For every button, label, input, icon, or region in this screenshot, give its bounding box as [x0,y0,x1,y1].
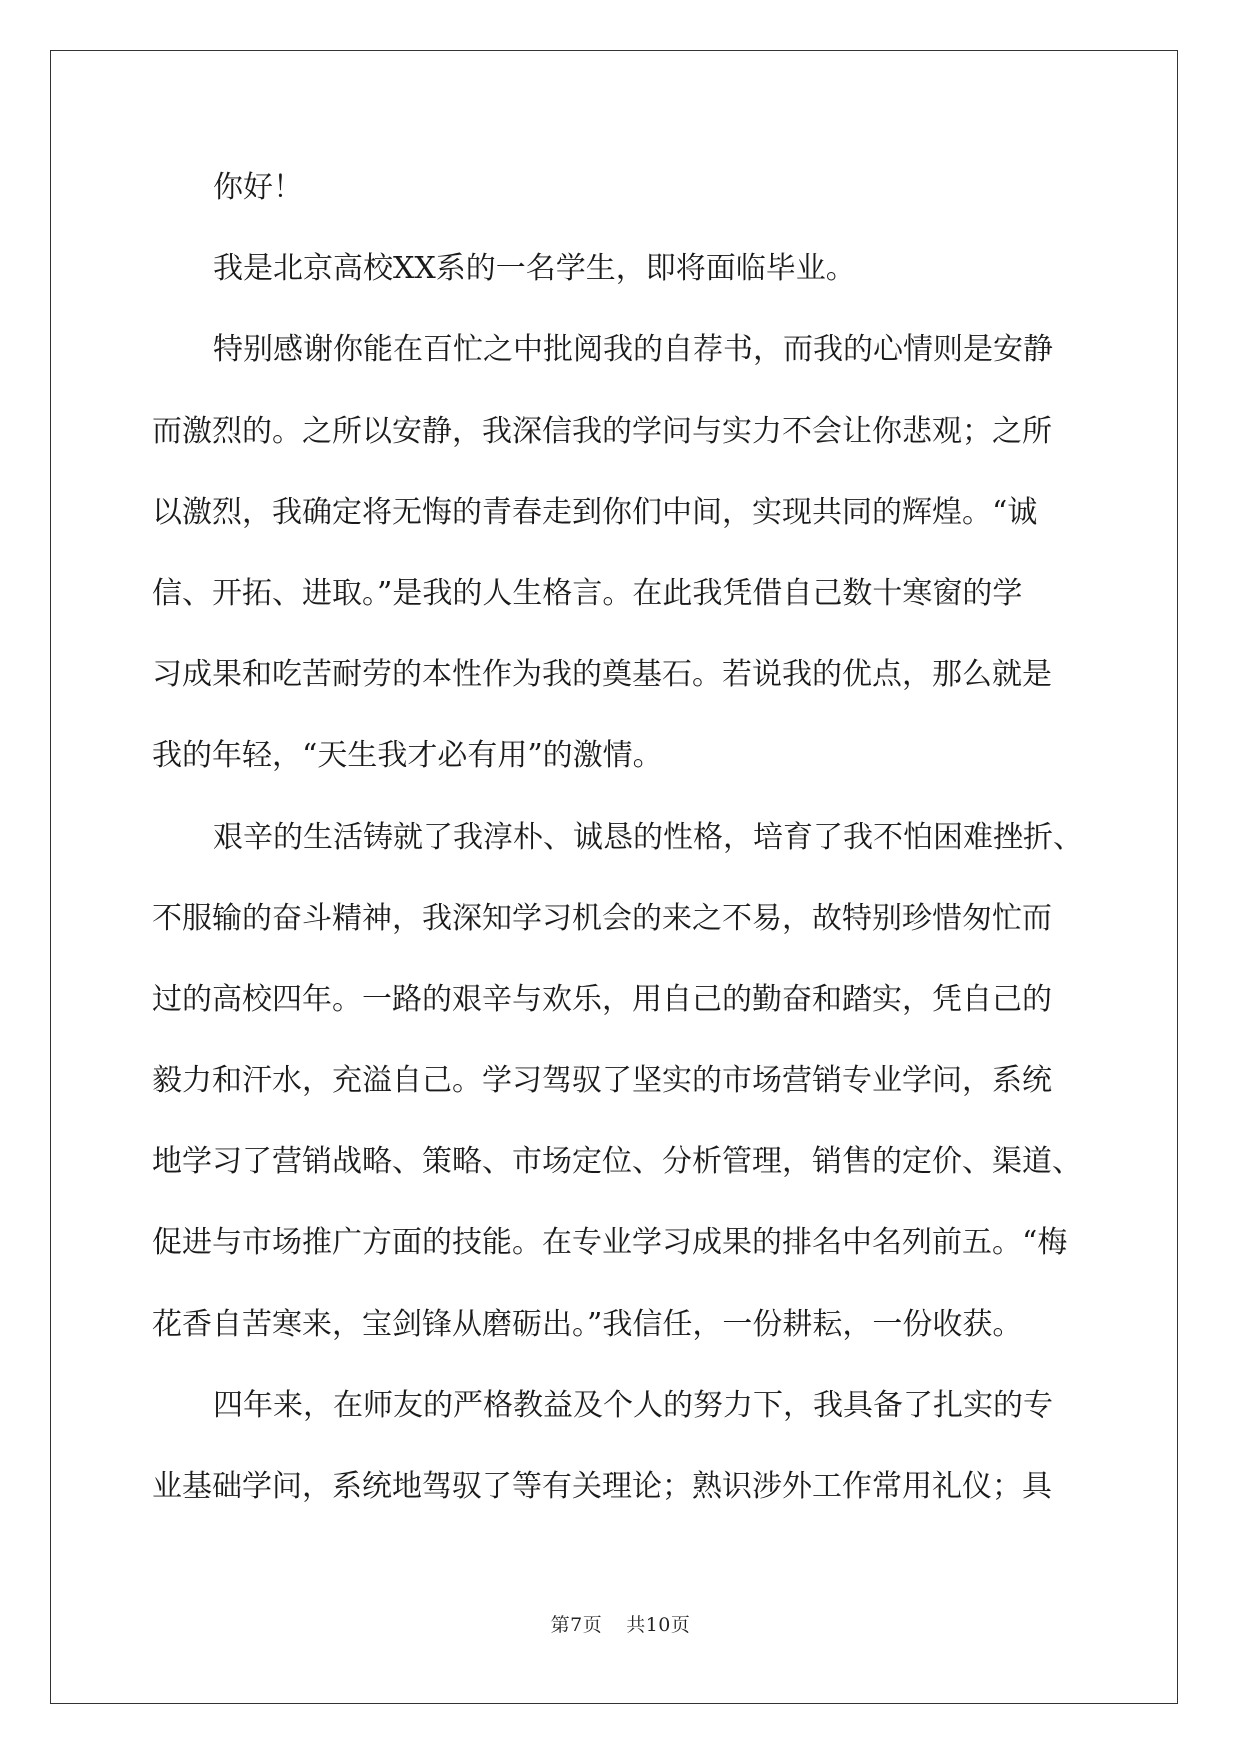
page-total: 共10页 [626,1614,691,1636]
text-line-3: 特别感谢你能在百忙之中批阅我的自荐书，而我的心情则是安静 [213,332,1053,368]
page-footer [0,1610,1241,1637]
text-line-10: 不服输的奋斗精神，我深知学习机会的来之不易，故特别珍惜匆忙而 [152,900,1052,936]
text-line-7: 习成果和吃苦耐劳的本性作为我的奠基石。若说我的优点，那么就是 [152,657,1052,693]
page-number: 第7页 [550,1614,603,1636]
text-line-16: 四年来，在师友的严格教益及个人的努力下，我具备了扎实的专 [213,1387,1053,1423]
text-line-15: 花香自苦寒来，宝剑锋从磨砺出。”我信任，一份耕耘，一份收获。 [152,1306,1023,1342]
text-line-17: 业基础学问，系统地驾驭了等有关理论；熟识涉外工作常用礼仪；具 [152,1469,1052,1504]
letter-body [152,162,1088,1542]
text-line-14: 促进与市场推广方面的技能。在专业学习成果的排名中名列前五。“梅 [152,1225,1068,1261]
text-line-4: 而激烈的。之所以安静，我深信我的学问与实力不会让你悲观；之所 [152,413,1052,449]
text-line-6: 信、开拓、进取。”是我的人生格言。在此我凭借自己数十寒窗的学 [152,575,1023,611]
text-line-11: 过的高校四年。一路的艰辛与欢乐，用自己的勤奋和踏实，凭自己的 [152,981,1052,1017]
text-line-9: 艰辛的生活铸就了我淳朴、诚恳的性格，培育了我不怕困难挫折、 [213,819,1083,855]
text-line-1: 你好！ [213,170,303,205]
text-line-5: 以激烈，我确定将无悔的青春走到你们中间，实现共同的辉煌。“诚 [152,494,1038,530]
text-line-12: 毅力和汗水，充溢自己。学习驾驭了坚实的市场营销专业学问，系统 [152,1063,1052,1099]
text-line-2: 我是北京高校XX系的一名学生，即将面临毕业。 [213,251,856,287]
text-line-13: 地学习了营销战略、策略、市场定位、分析管理，销售的定价、渠道、 [152,1144,1082,1180]
text-line-8: 我的年轻，“天生我才必有用”的激情。 [152,738,663,774]
